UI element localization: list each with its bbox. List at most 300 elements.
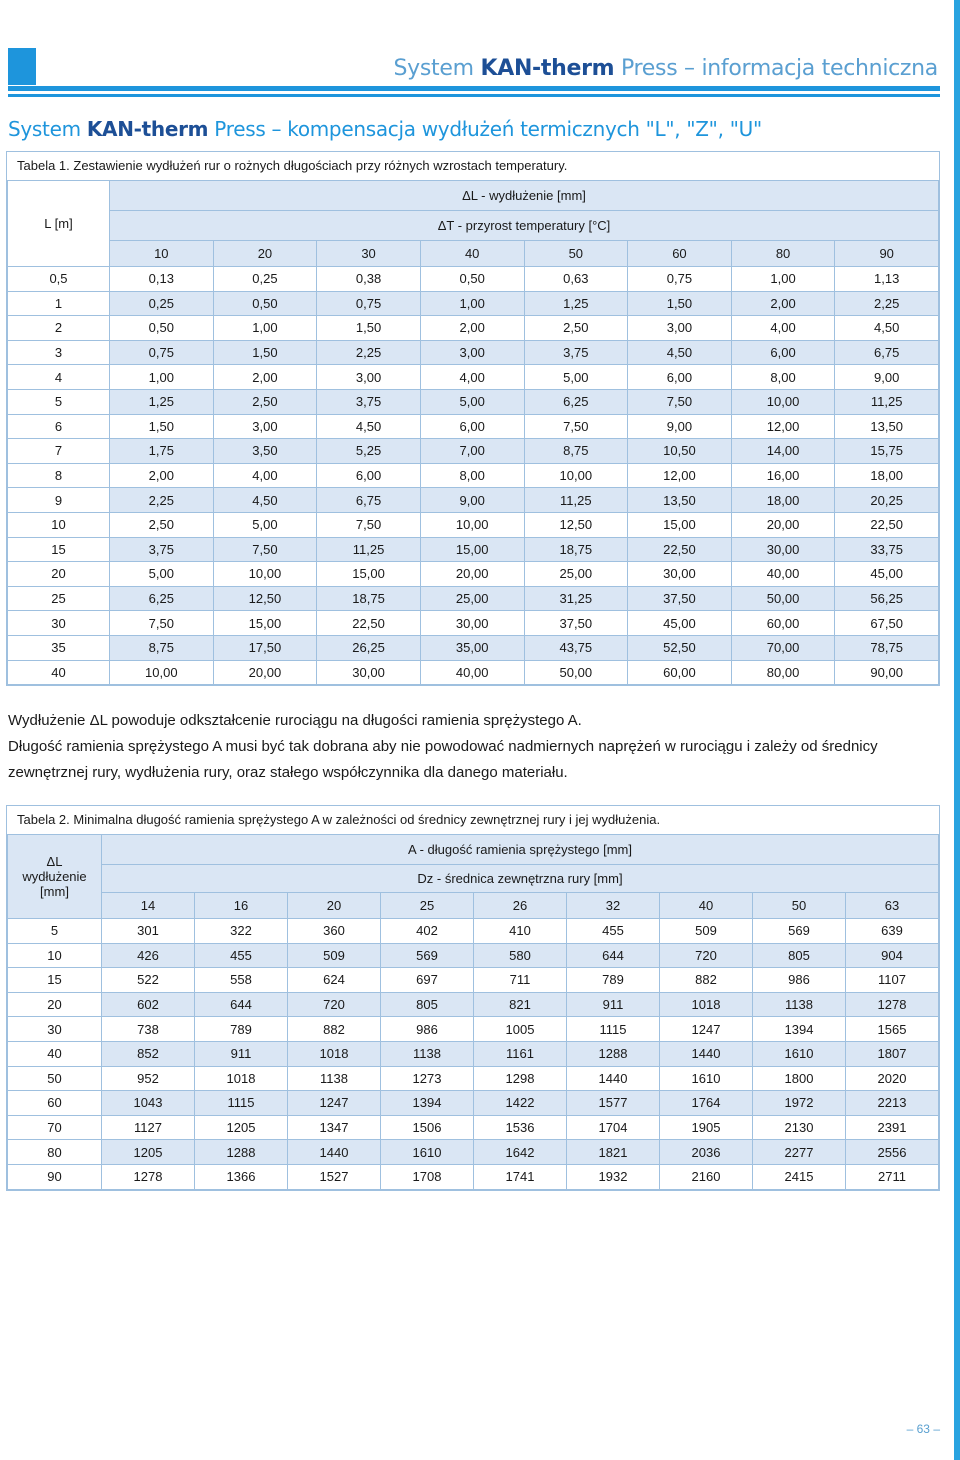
table1-cell: 20,00 (213, 660, 317, 685)
table1-cell: 1,50 (317, 316, 421, 341)
table1-cell: 67,50 (835, 611, 939, 636)
table1-cell: 2,00 (731, 291, 835, 316)
table1-cell: 8,75 (524, 439, 628, 464)
table1-cell: 9,00 (628, 414, 732, 439)
table1-cell: 90,00 (835, 660, 939, 685)
table1-cell: 15,00 (420, 537, 524, 562)
table1-cell: 4,00 (420, 365, 524, 390)
table2-row-label: 10 (8, 943, 102, 968)
table2-sub-header: Dz - średnica zewnętrzna rury [mm] (102, 865, 939, 893)
table2-cell: 1708 (381, 1164, 474, 1189)
table2-cell: 1043 (102, 1091, 195, 1116)
table1-cell: 5,25 (317, 439, 421, 464)
section-title-suffix: Press – kompensacja wydłużeń termicznych "L", "Z", "U" (214, 117, 762, 141)
table2-cell: 1247 (288, 1091, 381, 1116)
table1-cell: 70,00 (731, 635, 835, 660)
table1-cell: 20,00 (420, 562, 524, 587)
table1-cell: 3,50 (213, 439, 317, 464)
table2-row-header (8, 835, 102, 919)
table1-cell: 10,00 (420, 512, 524, 537)
table2-row-label: 50 (8, 1066, 102, 1091)
table1-row-label: 3 (8, 340, 110, 365)
table1-cell: 20,25 (835, 488, 939, 513)
table2-row-label: 80 (8, 1140, 102, 1165)
header-rule-thin (8, 94, 940, 97)
table1-cell: 0,63 (524, 267, 628, 292)
table1-row (8, 512, 939, 537)
table1-cell: 10,00 (731, 389, 835, 414)
table2-cell: 1288 (567, 1041, 660, 1066)
table1-cell: 25,00 (420, 586, 524, 611)
table1-cell: 0,25 (110, 291, 214, 316)
table1-col-header: 30 (317, 241, 421, 267)
table2-cell: 1018 (195, 1066, 288, 1091)
table2-cell: 1247 (660, 1017, 753, 1042)
table2-row (8, 992, 939, 1017)
header-title-suffix: Press – informacja techniczna (620, 56, 938, 81)
table1-col-header: 60 (628, 241, 732, 267)
table2-col-header: 63 (846, 893, 939, 919)
table2-cell: 402 (381, 919, 474, 944)
table1-cell: 1,00 (110, 365, 214, 390)
table2-cell: 852 (102, 1041, 195, 1066)
table2-cell: 805 (381, 992, 474, 1017)
table1-cell: 7,50 (213, 537, 317, 562)
table2-cell: 821 (474, 992, 567, 1017)
table1-cell: 4,00 (213, 463, 317, 488)
table1-cell: 2,25 (835, 291, 939, 316)
table2-cell: 1527 (288, 1164, 381, 1189)
table1-cell: 4,00 (731, 316, 835, 341)
table2-row (8, 943, 939, 968)
table1-cell: 45,00 (835, 562, 939, 587)
table2-cell: 1273 (381, 1066, 474, 1091)
table1-row-label: 10 (8, 512, 110, 537)
table1-col-header: 20 (213, 241, 317, 267)
table2-cell: 509 (660, 919, 753, 944)
table1-cell: 3,00 (213, 414, 317, 439)
table1-cell: 3,00 (628, 316, 732, 341)
table1-cell: 31,25 (524, 586, 628, 611)
table2-cell: 1138 (381, 1041, 474, 1066)
table2-cell: 2556 (846, 1140, 939, 1165)
table1-cell: 0,13 (110, 267, 214, 292)
table1-row (8, 340, 939, 365)
table2-cell: 1394 (381, 1091, 474, 1116)
table1-cell: 8,75 (110, 635, 214, 660)
table1-cell: 13,50 (835, 414, 939, 439)
table2-cell: 789 (195, 1017, 288, 1042)
table1-col-header: 40 (420, 241, 524, 267)
table2-cell: 569 (381, 943, 474, 968)
table1-cell: 3,00 (420, 340, 524, 365)
table2-col-header: 32 (567, 893, 660, 919)
table1-row-label: 25 (8, 586, 110, 611)
table2-cell: 2213 (846, 1091, 939, 1116)
table2-cell: 1138 (288, 1066, 381, 1091)
table1-cell: 18,00 (731, 488, 835, 513)
table2-col-header: 26 (474, 893, 567, 919)
table1-cell: 7,50 (524, 414, 628, 439)
table1-cell: 4,50 (835, 316, 939, 341)
table1-row (8, 635, 939, 660)
table1-row (8, 439, 939, 464)
table1-cell: 4,50 (317, 414, 421, 439)
table2-cell: 301 (102, 919, 195, 944)
table1-cell: 5,00 (420, 389, 524, 414)
table1-row-label: 35 (8, 635, 110, 660)
table2-cell: 1764 (660, 1091, 753, 1116)
table2-cell: 2130 (753, 1115, 846, 1140)
table1-row (8, 267, 939, 292)
table2-cell: 1205 (102, 1140, 195, 1165)
table2-cell: 2711 (846, 1164, 939, 1189)
table2-row (8, 1066, 939, 1091)
table1-cell: 8,00 (420, 463, 524, 488)
table2-cell: 738 (102, 1017, 195, 1042)
table2-cell: 2415 (753, 1164, 846, 1189)
table1-cell: 0,38 (317, 267, 421, 292)
table2-row (8, 1164, 939, 1189)
table1-cell: 5,00 (524, 365, 628, 390)
table1-row-label: 20 (8, 562, 110, 587)
table2-caption: Tabela 2. Minimalna długość ramienia sprężystego A w zależności od średnicy zewnętrznej rury i jej wydłużenia. (17, 812, 661, 827)
table2-cell: 1536 (474, 1115, 567, 1140)
table2-col-header: 20 (288, 893, 381, 919)
table1-row-label: 2 (8, 316, 110, 341)
table1-cell: 6,75 (317, 488, 421, 513)
table1-cell: 80,00 (731, 660, 835, 685)
table2-row-header-line3: [mm] (40, 884, 69, 899)
table2-cell: 1506 (381, 1115, 474, 1140)
header-rule-thick (8, 86, 940, 91)
table2-row-label: 15 (8, 968, 102, 993)
table1-cell: 15,00 (628, 512, 732, 537)
table2-row (8, 1017, 939, 1042)
table1-row (8, 291, 939, 316)
table2-cell: 569 (753, 919, 846, 944)
table1-cell: 2,00 (420, 316, 524, 341)
table1-cell: 7,50 (110, 611, 214, 636)
table1-box (6, 151, 940, 686)
table1-cell: 20,00 (731, 512, 835, 537)
table1-cell: 4,50 (628, 340, 732, 365)
table2-cell: 360 (288, 919, 381, 944)
table1-row-label: 6 (8, 414, 110, 439)
table2-cell: 1127 (102, 1115, 195, 1140)
table2-cell: 644 (567, 943, 660, 968)
table2-cell: 1440 (288, 1140, 381, 1165)
table2-cell: 2277 (753, 1140, 846, 1165)
table1-cell: 11,25 (317, 537, 421, 562)
table1-cell: 1,50 (213, 340, 317, 365)
table1-cell: 6,25 (524, 389, 628, 414)
table1-col-header: 50 (524, 241, 628, 267)
table1-cell: 0,75 (628, 267, 732, 292)
table1-cell: 22,50 (628, 537, 732, 562)
table1-cell: 22,50 (317, 611, 421, 636)
table2-cell: 1205 (195, 1115, 288, 1140)
table1-cell: 60,00 (628, 660, 732, 685)
table2-cell: 2020 (846, 1066, 939, 1091)
table2-cell: 1704 (567, 1115, 660, 1140)
table2-cell: 624 (288, 968, 381, 993)
table1-cell: 78,75 (835, 635, 939, 660)
table2-cell: 1422 (474, 1091, 567, 1116)
table1-row (8, 389, 939, 414)
table1-row-label: 8 (8, 463, 110, 488)
table1-cell: 8,00 (731, 365, 835, 390)
table2-cell: 410 (474, 919, 567, 944)
table1-row (8, 660, 939, 685)
table2-cell: 580 (474, 943, 567, 968)
table2-cell: 986 (753, 968, 846, 993)
paragraph-1: Wydłużenie ΔL powoduje odkształcenie rurociągu na długości ramienia sprężystego A. (8, 712, 582, 729)
table1-row (8, 586, 939, 611)
table1-cell: 3,75 (317, 389, 421, 414)
table2-cell: 697 (381, 968, 474, 993)
table1-cell: 9,00 (835, 365, 939, 390)
table1-cell: 13,50 (628, 488, 732, 513)
table2-cell: 986 (381, 1017, 474, 1042)
table1-cell: 30,00 (420, 611, 524, 636)
table2-row-label: 40 (8, 1041, 102, 1066)
table1-row (8, 488, 939, 513)
section-title (8, 117, 762, 141)
table1-cell: 37,50 (524, 611, 628, 636)
table1-cell: 2,50 (524, 316, 628, 341)
table2-cell: 911 (567, 992, 660, 1017)
table2-cell: 1741 (474, 1164, 567, 1189)
table2-row-label: 60 (8, 1091, 102, 1116)
table1-cell: 2,00 (110, 463, 214, 488)
table1-cell: 12,50 (524, 512, 628, 537)
table2-row (8, 968, 939, 993)
table1-cell: 2,00 (213, 365, 317, 390)
table2-cell: 2036 (660, 1140, 753, 1165)
table2-cell: 455 (195, 943, 288, 968)
table2-cell: 644 (195, 992, 288, 1017)
table2-cell: 1107 (846, 968, 939, 993)
table1-cell: 1,00 (213, 316, 317, 341)
table1-cell: 9,00 (420, 488, 524, 513)
table1-row-label: 7 (8, 439, 110, 464)
table1-cell: 11,25 (835, 389, 939, 414)
table1-col-header: 90 (835, 241, 939, 267)
table1-row-label: 1 (8, 291, 110, 316)
table1-cell: 7,00 (420, 439, 524, 464)
table2-row-header-line2: wydłużenie (22, 869, 87, 884)
table2-cell: 602 (102, 992, 195, 1017)
table2-cell: 789 (567, 968, 660, 993)
table1-cell: 40,00 (420, 660, 524, 685)
table2-cell: 1972 (753, 1091, 846, 1116)
table2-row-header-line1: ΔL (46, 854, 63, 869)
table1-cell: 5,00 (110, 562, 214, 587)
table1-cell: 18,00 (835, 463, 939, 488)
table2-cell: 1565 (846, 1017, 939, 1042)
table1-caption: Tabela 1. Zestawienie wydłużeń rur o rożnych długościach przy różnych wzrostach temperatury. (17, 158, 568, 173)
table1-cell: 15,75 (835, 439, 939, 464)
table1-cell: 1,50 (628, 291, 732, 316)
table2-cell: 2391 (846, 1115, 939, 1140)
table2-cell: 1642 (474, 1140, 567, 1165)
header-title-brand: KAN-therm (480, 56, 615, 81)
section-title-prefix: System (8, 117, 81, 141)
table2-cell: 720 (288, 992, 381, 1017)
table1-cell: 35,00 (420, 635, 524, 660)
table1-cell: 1,25 (110, 389, 214, 414)
table1-row-label: 40 (8, 660, 110, 685)
table1-cell: 12,00 (628, 463, 732, 488)
table2-cell: 455 (567, 919, 660, 944)
paragraph-2: Długość ramienia sprężystego A musi być tak dobrana aby nie powodować nadmiernych naprężeń w rurociągu i zależy od średnicy zewnętrznej rury, wydłużenia rury, oraz stałego współczynnika dla danego materiału. (8, 738, 878, 781)
table2-cell: 1161 (474, 1041, 567, 1066)
table1-row (8, 611, 939, 636)
table2-cell: 1018 (660, 992, 753, 1017)
table2-cell: 322 (195, 919, 288, 944)
table1-cell: 37,50 (628, 586, 732, 611)
table2-row-label: 90 (8, 1164, 102, 1189)
table2-cell: 1005 (474, 1017, 567, 1042)
table2-cell: 558 (195, 968, 288, 993)
table1-row-label: 9 (8, 488, 110, 513)
table1-cell: 18,75 (524, 537, 628, 562)
table1-cell: 3,75 (524, 340, 628, 365)
header-accent-square (8, 48, 36, 85)
table2-row (8, 1140, 939, 1165)
table2-row-label: 5 (8, 919, 102, 944)
table1-row-header: L [m] (8, 181, 110, 267)
table2-cell: 2160 (660, 1164, 753, 1189)
table2-cell: 904 (846, 943, 939, 968)
table2-cell: 1821 (567, 1140, 660, 1165)
table1-cell: 3,75 (110, 537, 214, 562)
table2-cell: 911 (195, 1041, 288, 1066)
table1-row (8, 463, 939, 488)
table2-cell: 1440 (567, 1066, 660, 1091)
table2-group-header: A - długość ramienia sprężystego [mm] (102, 835, 939, 865)
table1-cell: 7,50 (317, 512, 421, 537)
table2-box (6, 805, 940, 1191)
table1-cell: 6,00 (420, 414, 524, 439)
table1-cell: 0,50 (110, 316, 214, 341)
table1-cell: 14,00 (731, 439, 835, 464)
table2-cell: 1347 (288, 1115, 381, 1140)
table1-cell: 2,50 (213, 389, 317, 414)
table1-cell: 0,50 (420, 267, 524, 292)
table2-cell: 1278 (846, 992, 939, 1017)
table1-cell: 22,50 (835, 512, 939, 537)
table1-cell: 0,75 (110, 340, 214, 365)
table1-cell: 6,00 (317, 463, 421, 488)
table1-cell: 6,25 (110, 586, 214, 611)
table2-cell: 711 (474, 968, 567, 993)
table1-cell: 16,00 (731, 463, 835, 488)
table2-cell: 1610 (381, 1140, 474, 1165)
table1-cell: 7,50 (628, 389, 732, 414)
table1-cell: 1,25 (524, 291, 628, 316)
table1-cell: 56,25 (835, 586, 939, 611)
table1 (7, 180, 939, 685)
table2-row (8, 919, 939, 944)
table2-cell: 1298 (474, 1066, 567, 1091)
table2-cell: 1288 (195, 1140, 288, 1165)
table1-row-label: 4 (8, 365, 110, 390)
table1-cell: 2,25 (317, 340, 421, 365)
table2-cell: 882 (288, 1017, 381, 1042)
table1-col-header: 80 (731, 241, 835, 267)
table1-cell: 10,00 (110, 660, 214, 685)
table2-cell: 952 (102, 1066, 195, 1091)
table1-cell: 1,00 (420, 291, 524, 316)
table1-row (8, 414, 939, 439)
table2-cell: 1610 (660, 1066, 753, 1091)
table1-cell: 1,13 (835, 267, 939, 292)
table1-cell: 10,50 (628, 439, 732, 464)
page-header-title (394, 56, 938, 81)
table1-cell: 40,00 (731, 562, 835, 587)
table2-cell: 1610 (753, 1041, 846, 1066)
table2 (7, 834, 939, 1190)
table2-cell: 720 (660, 943, 753, 968)
table1-cell: 3,00 (317, 365, 421, 390)
table1-cell: 15,00 (317, 562, 421, 587)
table1-cell: 12,50 (213, 586, 317, 611)
table2-cell: 639 (846, 919, 939, 944)
header-title-prefix: System (393, 56, 474, 81)
table1-sub-header: ΔT - przyrost temperatury [°C] (110, 211, 939, 241)
table1-cell: 50,00 (731, 586, 835, 611)
table2-cell: 1394 (753, 1017, 846, 1042)
table2-col-header: 25 (381, 893, 474, 919)
table2-cell: 1905 (660, 1115, 753, 1140)
table2-cell: 1138 (753, 992, 846, 1017)
section-title-brand: KAN-therm (86, 117, 209, 141)
table1-row-label: 15 (8, 537, 110, 562)
table1-row (8, 365, 939, 390)
table1-cell: 30,00 (731, 537, 835, 562)
table1-cell: 18,75 (317, 586, 421, 611)
table2-cell: 522 (102, 968, 195, 993)
table1-cell: 30,00 (317, 660, 421, 685)
table1-row (8, 316, 939, 341)
table2-row (8, 1091, 939, 1116)
table1-cell: 0,50 (213, 291, 317, 316)
table2-cell: 1577 (567, 1091, 660, 1116)
table2-col-header: 14 (102, 893, 195, 919)
table2-cell: 805 (753, 943, 846, 968)
table2-col-header: 50 (753, 893, 846, 919)
table1-cell: 1,75 (110, 439, 214, 464)
table2-col-header: 40 (660, 893, 753, 919)
table1-cell: 5,00 (213, 512, 317, 537)
table2-cell: 1115 (195, 1091, 288, 1116)
table1-cell: 1,50 (110, 414, 214, 439)
page-edge-accent-bar (954, 0, 960, 1460)
table2-cell: 1807 (846, 1041, 939, 1066)
table2-cell: 882 (660, 968, 753, 993)
table2-col-header: 16 (195, 893, 288, 919)
table2-cell: 426 (102, 943, 195, 968)
table1-cell: 12,00 (731, 414, 835, 439)
table1-cell: 43,75 (524, 635, 628, 660)
table2-cell: 1018 (288, 1041, 381, 1066)
table2-cell: 1115 (567, 1017, 660, 1042)
table1-cell: 10,00 (213, 562, 317, 587)
table1-cell: 60,00 (731, 611, 835, 636)
table1-cell: 15,00 (213, 611, 317, 636)
